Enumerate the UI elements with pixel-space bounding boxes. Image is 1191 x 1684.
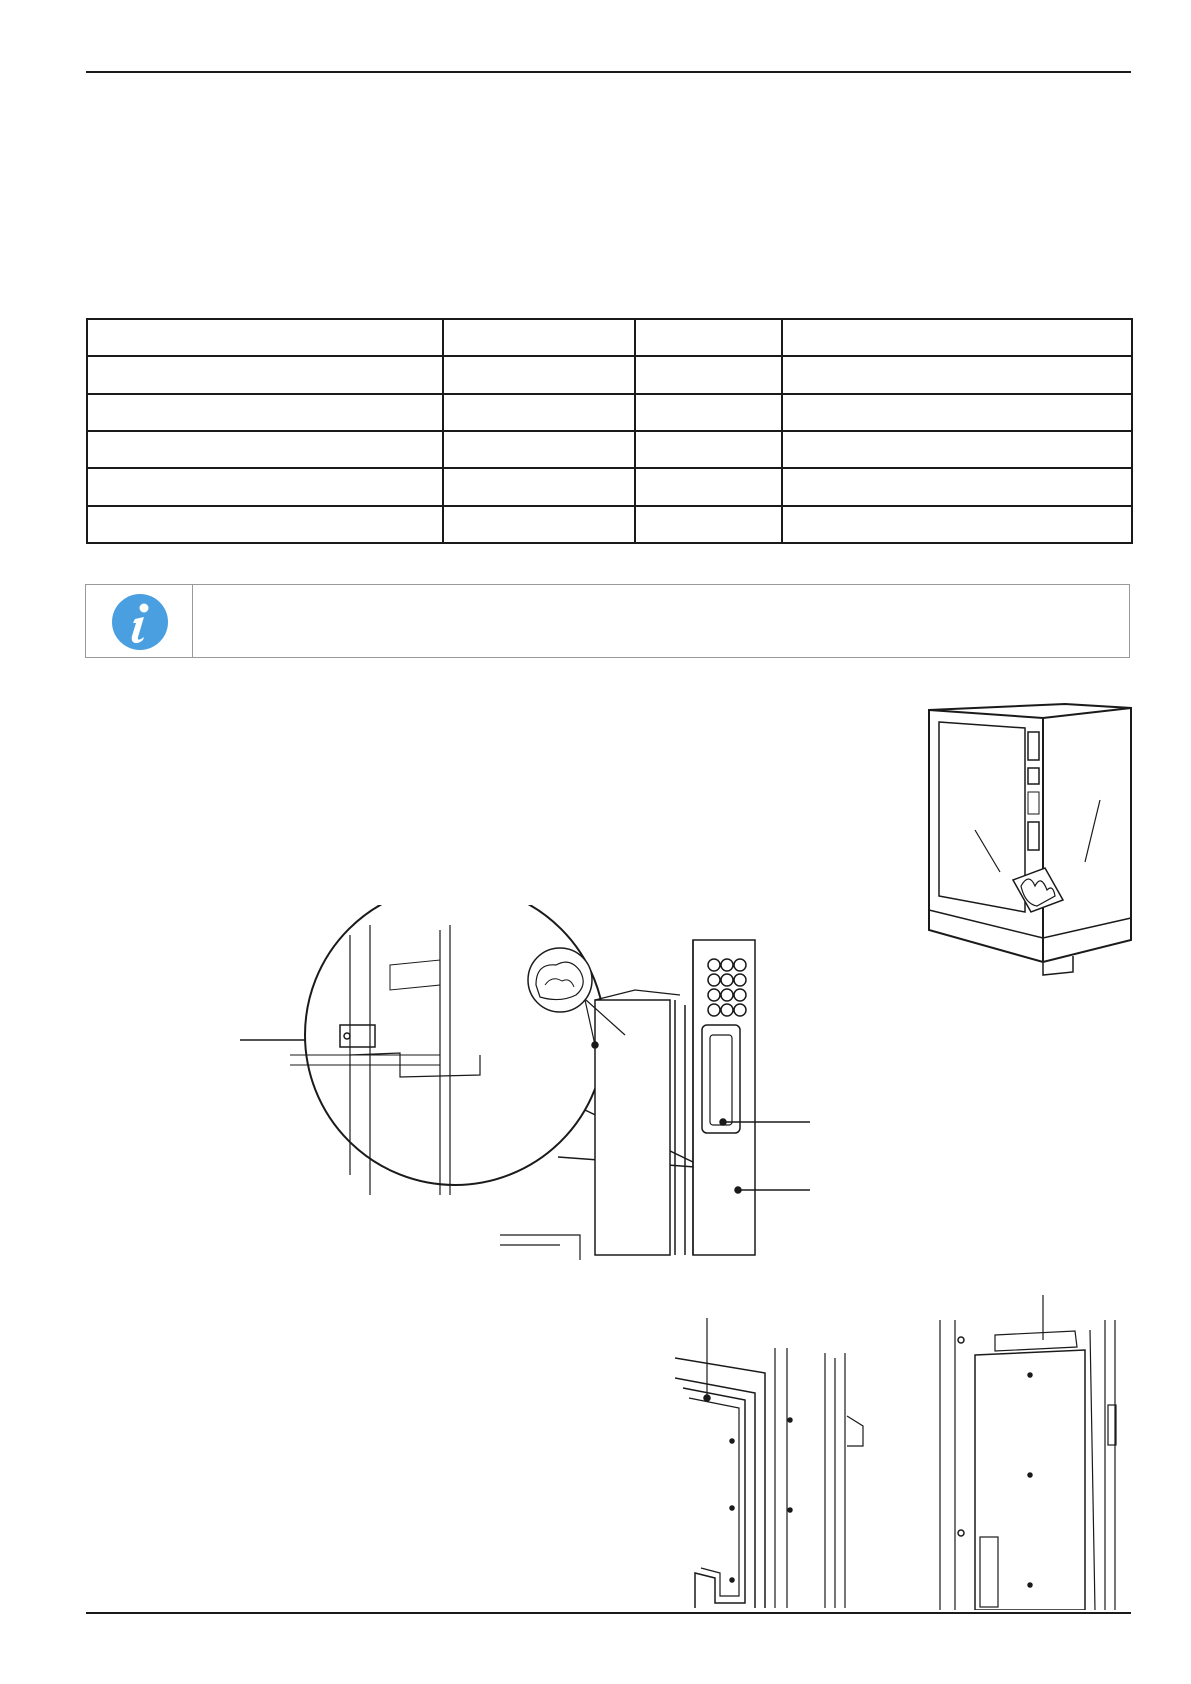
table-row — [87, 506, 1132, 543]
maintenance-table — [86, 318, 1133, 544]
table-cell — [443, 468, 635, 505]
table-cell — [443, 319, 635, 356]
table-cell — [782, 431, 1132, 468]
footer-rule — [86, 1612, 1131, 1614]
table-cell — [635, 431, 782, 468]
table-cell — [635, 506, 782, 543]
table-cell — [87, 431, 443, 468]
table-row — [87, 394, 1132, 431]
table-cell — [782, 468, 1132, 505]
vending-machine-figure — [925, 700, 1137, 985]
table-row — [87, 319, 1132, 356]
table-cell — [782, 319, 1132, 356]
table-cell — [635, 468, 782, 505]
table-cell — [635, 319, 782, 356]
table-cell — [87, 319, 443, 356]
table-cell — [87, 468, 443, 505]
info-icon-cell — [86, 585, 193, 657]
table-cell — [635, 394, 782, 431]
table-cell — [782, 506, 1132, 543]
table-cell — [782, 394, 1132, 431]
table-cell — [443, 356, 635, 393]
table-cell — [443, 431, 635, 468]
table-row — [87, 356, 1132, 393]
table-cell — [87, 356, 443, 393]
door-panel-left-figure — [675, 1318, 895, 1608]
table-cell — [443, 506, 635, 543]
table-cell — [635, 356, 782, 393]
header-rule — [86, 71, 1131, 73]
table-row — [87, 468, 1132, 505]
info-icon — [111, 593, 169, 651]
table-row — [87, 431, 1132, 468]
table-cell — [782, 356, 1132, 393]
door-lock-detail-figure — [240, 905, 880, 1260]
info-note — [85, 584, 1130, 658]
door-panel-right-figure — [935, 1295, 1135, 1610]
table-cell — [87, 394, 443, 431]
table-cell — [87, 506, 443, 543]
table-cell — [443, 394, 635, 431]
